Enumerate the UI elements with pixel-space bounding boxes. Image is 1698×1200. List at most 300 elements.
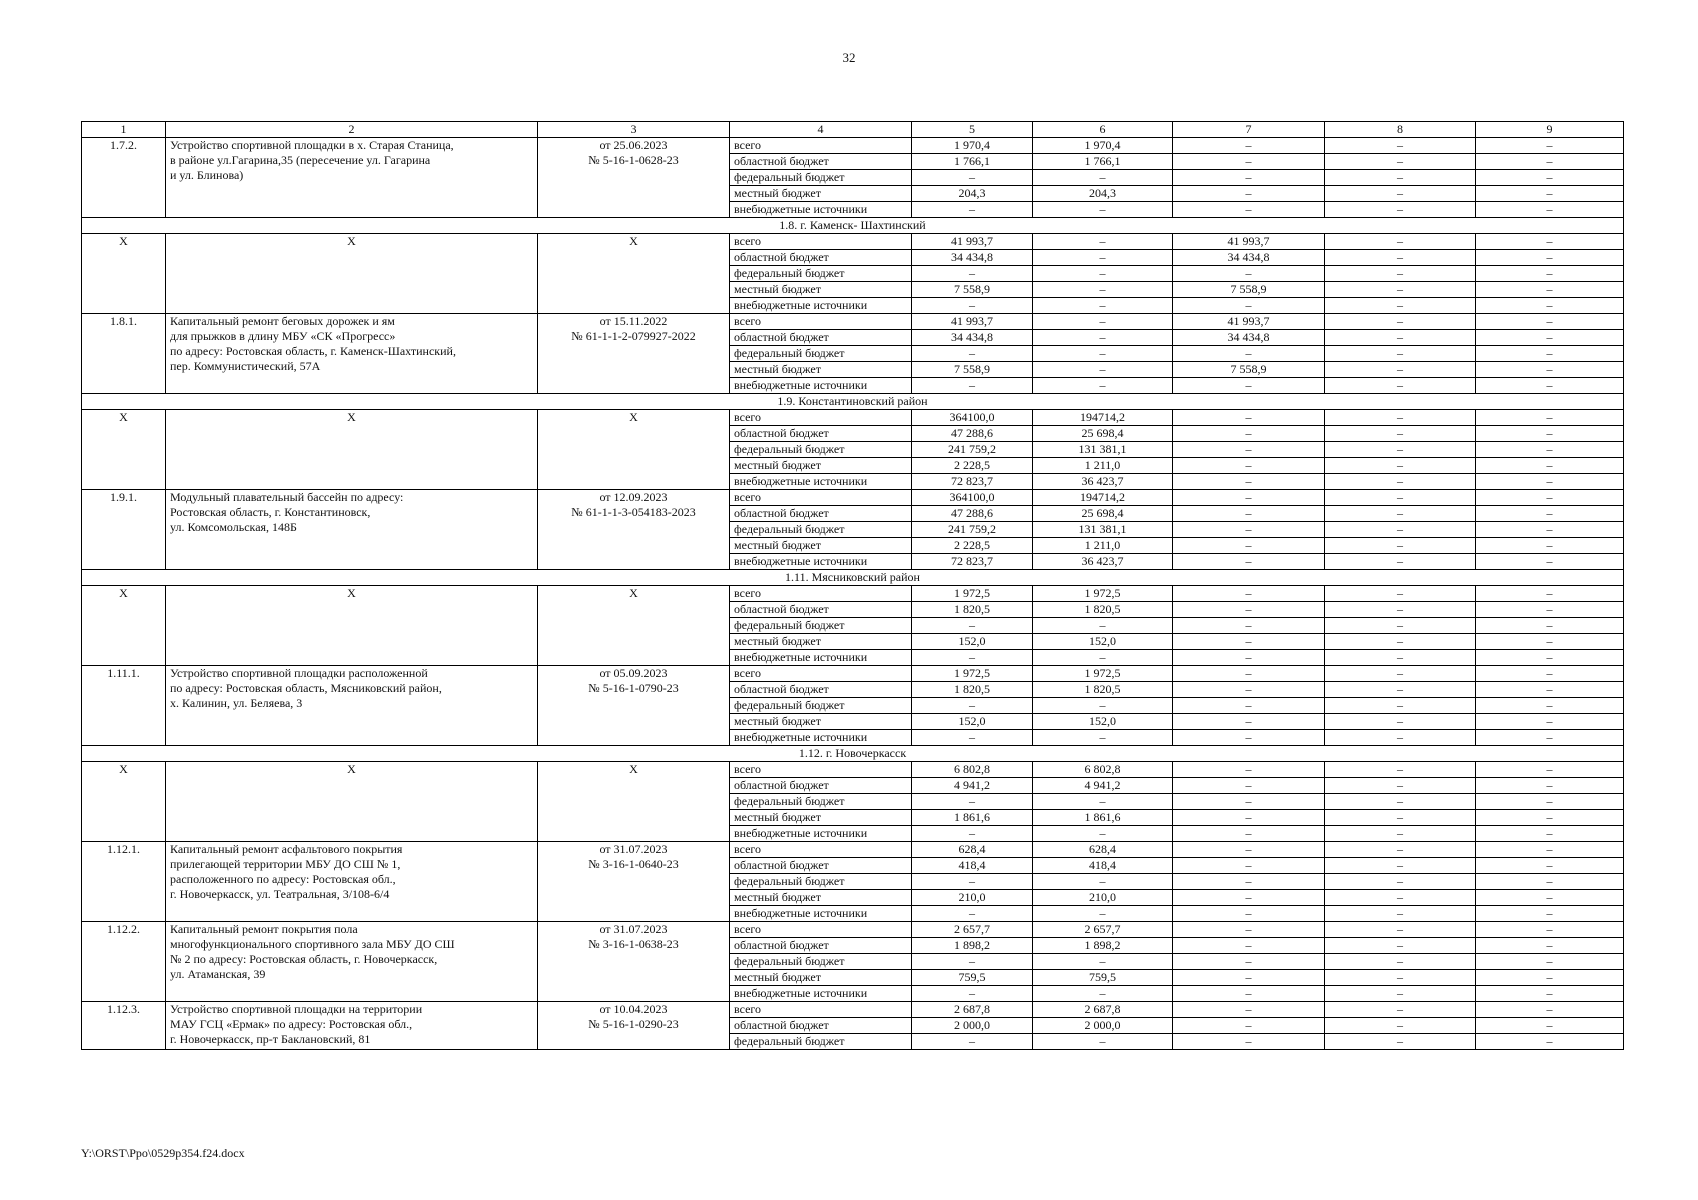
value-col-8: – [1325,762,1476,778]
funding-source: внебюджетные источники [730,986,912,1002]
value-col-8: – [1325,522,1476,538]
funding-source: всего [730,666,912,682]
value-col-6: 194714,2 [1033,490,1173,506]
budget-source-row [82,490,1624,506]
value-col-7: – [1173,794,1325,810]
budget-source-row [82,138,1624,154]
funding-source: местный бюджет [730,890,912,906]
value-col-8: – [1325,426,1476,442]
value-col-9: – [1476,538,1624,554]
value-col-9: – [1476,186,1624,202]
section-title: 1.11. Мясниковский район [82,570,1624,586]
value-col-6: – [1033,954,1173,970]
value-col-6: 131 381,1 [1033,522,1173,538]
funding-source: местный бюджет [730,714,912,730]
value-col-7: – [1173,874,1325,890]
section-header-row [82,570,1624,586]
funding-source: федеральный бюджет [730,874,912,890]
item-name-line: Устройство спортивной площадки на территории [170,1002,423,1016]
value-col-5: – [912,794,1033,810]
value-col-9: – [1476,426,1624,442]
item-name-line: ул. Атаманская, 39 [170,967,266,981]
value-col-7: 7 558,9 [1173,282,1325,298]
value-col-7: – [1173,986,1325,1002]
value-col-9: – [1476,730,1624,746]
funding-source: областной бюджет [730,682,912,698]
value-col-8: – [1325,666,1476,682]
value-col-9: – [1476,474,1624,490]
funding-source: внебюджетные источники [730,202,912,218]
column-header: 2 [166,122,538,138]
item-name [166,586,538,666]
item-document [538,314,730,394]
item-document-line: от 31.07.2023 [599,842,668,856]
funding-source: местный бюджет [730,810,912,826]
value-col-8: – [1325,298,1476,314]
value-col-7: 34 434,8 [1173,250,1325,266]
value-col-7: – [1173,842,1325,858]
value-col-6: 25 698,4 [1033,506,1173,522]
value-col-8: – [1325,202,1476,218]
value-col-9: – [1476,842,1624,858]
value-col-5: – [912,954,1033,970]
item-name-line: пер. Коммунистический, 57А [170,359,321,373]
item-name-line: Х [347,586,356,600]
value-col-8: – [1325,778,1476,794]
value-col-9: – [1476,458,1624,474]
value-col-7: – [1173,906,1325,922]
value-col-9: – [1476,634,1624,650]
value-col-7: – [1173,762,1325,778]
value-col-9: – [1476,362,1624,378]
value-col-5: 2 687,8 [912,1002,1033,1018]
funding-source: всего [730,138,912,154]
item-name [166,314,538,394]
value-col-5: 241 759,2 [912,442,1033,458]
column-header: 6 [1033,122,1173,138]
item-name-line: ул. Комсомольская, 148Б [170,520,297,534]
item-document [538,410,730,490]
item-number: 1.8.1. [82,314,166,394]
value-col-7: – [1173,426,1325,442]
value-col-6: 152,0 [1033,714,1173,730]
value-col-7: 34 434,8 [1173,330,1325,346]
value-col-8: – [1325,954,1476,970]
value-col-5: – [912,730,1033,746]
value-col-5: – [912,874,1033,890]
item-document-line: № 61-1-1-3-054183-2023 [571,505,696,519]
value-col-7: – [1173,1002,1325,1018]
value-col-7: – [1173,730,1325,746]
value-col-7: – [1173,410,1325,426]
budget-source-row [82,666,1624,682]
funding-source: местный бюджет [730,458,912,474]
value-col-7: – [1173,474,1325,490]
value-col-7: – [1173,698,1325,714]
funding-source: федеральный бюджет [730,346,912,362]
value-col-7: – [1173,298,1325,314]
value-col-9: – [1476,506,1624,522]
value-col-6: – [1033,202,1173,218]
value-col-5: 1 898,2 [912,938,1033,954]
value-col-6: – [1033,730,1173,746]
value-col-8: – [1325,474,1476,490]
value-col-7: – [1173,618,1325,634]
value-col-9: – [1476,442,1624,458]
item-number: 1.12.2. [82,922,166,1002]
value-col-6: 210,0 [1033,890,1173,906]
value-col-6: 36 423,7 [1033,474,1173,490]
item-name-line: МАУ ГСЦ «Ермак» по адресу: Ростовская обл., [170,1017,413,1031]
value-col-7: – [1173,602,1325,618]
value-col-8: – [1325,826,1476,842]
value-col-5: 41 993,7 [912,234,1033,250]
value-col-8: – [1325,602,1476,618]
value-col-9: – [1476,682,1624,698]
value-col-6: – [1033,282,1173,298]
value-col-7: – [1173,586,1325,602]
value-col-6: – [1033,298,1173,314]
value-col-5: 1 972,5 [912,586,1033,602]
value-col-6: 418,4 [1033,858,1173,874]
value-col-6: 2 657,7 [1033,922,1173,938]
value-col-6: – [1033,874,1173,890]
value-col-7: – [1173,522,1325,538]
value-col-9: – [1476,890,1624,906]
value-col-7: – [1173,458,1325,474]
value-col-5: 628,4 [912,842,1033,858]
value-col-6: 204,3 [1033,186,1173,202]
value-col-6: 628,4 [1033,842,1173,858]
budget-source-row [82,1002,1624,1018]
value-col-5: 2 228,5 [912,538,1033,554]
table-body [82,122,1624,1050]
funding-source: областной бюджет [730,778,912,794]
value-col-6: – [1033,618,1173,634]
value-col-8: – [1325,586,1476,602]
value-col-5: – [912,986,1033,1002]
value-col-5: – [912,1034,1033,1050]
column-header: 1 [82,122,166,138]
item-name-line: по адресу: Ростовская область, Мясниковский район, [170,681,442,695]
value-col-8: – [1325,554,1476,570]
funding-source: федеральный бюджет [730,522,912,538]
item-document [538,138,730,218]
item-document [538,234,730,314]
value-col-9: – [1476,906,1624,922]
value-col-5: – [912,650,1033,666]
value-col-8: – [1325,378,1476,394]
value-col-6: – [1033,906,1173,922]
item-name-line: для прыжков в длину МБУ «СК «Прогресс» [170,329,396,343]
value-col-7: – [1173,1034,1325,1050]
item-document [538,922,730,1002]
value-col-5: 2 000,0 [912,1018,1033,1034]
value-col-6: 1 898,2 [1033,938,1173,954]
value-col-8: – [1325,362,1476,378]
item-name [166,1002,538,1050]
value-col-9: – [1476,986,1624,1002]
budget-source-row [82,842,1624,858]
budget-source-row [82,922,1624,938]
value-col-9: – [1476,250,1624,266]
value-col-9: – [1476,202,1624,218]
funding-source: областной бюджет [730,154,912,170]
value-col-5: – [912,346,1033,362]
funding-source: областной бюджет [730,938,912,954]
value-col-6: – [1033,266,1173,282]
item-number: Х [82,234,166,314]
item-number: Х [82,586,166,666]
value-col-5: 47 288,6 [912,426,1033,442]
value-col-6: 2 687,8 [1033,1002,1173,1018]
funding-source: всего [730,842,912,858]
value-col-5: 364100,0 [912,490,1033,506]
value-col-9: – [1476,554,1624,570]
item-number: 1.12.1. [82,842,166,922]
item-document-line: от 31.07.2023 [599,922,668,936]
value-col-5: 1 861,6 [912,810,1033,826]
value-col-6: 36 423,7 [1033,554,1173,570]
value-col-5: 204,3 [912,186,1033,202]
value-col-9: – [1476,618,1624,634]
item-name [166,490,538,570]
funding-source: внебюджетные источники [730,826,912,842]
item-document-line: Х [629,234,638,248]
page-number: 32 [842,50,856,65]
value-col-5: – [912,906,1033,922]
value-col-6: – [1033,1034,1173,1050]
column-header: 7 [1173,122,1325,138]
value-col-7: – [1173,650,1325,666]
file-path-footer: Y:\ORST\Ppo\0529p354.f24.docx [81,1146,245,1160]
value-col-8: – [1325,154,1476,170]
item-name [166,410,538,490]
section-header-row [82,394,1624,410]
column-header: 5 [912,122,1033,138]
item-number: 1.11.1. [82,666,166,746]
item-name-line: Ростовская область, г. Константиновск, [170,505,371,519]
funding-source: местный бюджет [730,538,912,554]
value-col-8: – [1325,266,1476,282]
value-col-6: 1 820,5 [1033,682,1173,698]
value-col-9: – [1476,346,1624,362]
value-col-8: – [1325,986,1476,1002]
value-col-6: – [1033,826,1173,842]
value-col-5: 34 434,8 [912,330,1033,346]
value-col-5: – [912,378,1033,394]
value-col-7: – [1173,202,1325,218]
value-col-6: 2 000,0 [1033,1018,1173,1034]
funding-source: всего [730,586,912,602]
section-title: 1.9. Константиновский район [82,394,1624,410]
item-name-line: Х [347,234,356,248]
value-col-8: – [1325,538,1476,554]
value-col-8: – [1325,890,1476,906]
value-col-8: – [1325,458,1476,474]
value-col-9: – [1476,874,1624,890]
item-number: Х [82,762,166,842]
item-name-line: по адресу: Ростовская область, г. Каменск-Шахтинский, [170,344,456,358]
value-col-8: – [1325,730,1476,746]
funding-source: внебюджетные источники [730,730,912,746]
value-col-9: – [1476,314,1624,330]
value-col-6: 1 211,0 [1033,458,1173,474]
value-col-8: – [1325,794,1476,810]
value-col-9: – [1476,794,1624,810]
value-col-7: – [1173,170,1325,186]
value-col-8: – [1325,490,1476,506]
funding-source: всего [730,762,912,778]
item-document [538,490,730,570]
value-col-6: – [1033,698,1173,714]
funding-source: внебюджетные источники [730,378,912,394]
budget-source-row [82,234,1624,250]
value-col-8: – [1325,714,1476,730]
value-col-9: – [1476,138,1624,154]
value-col-5: 152,0 [912,714,1033,730]
value-col-8: – [1325,282,1476,298]
item-name [166,234,538,314]
value-col-8: – [1325,922,1476,938]
funding-source: областной бюджет [730,602,912,618]
section-title: 1.8. г. Каменск- Шахтинский [82,218,1624,234]
funding-source: внебюджетные источники [730,474,912,490]
value-col-9: – [1476,282,1624,298]
value-col-8: – [1325,506,1476,522]
column-header: 8 [1325,122,1476,138]
value-col-9: – [1476,826,1624,842]
value-col-5: 2 228,5 [912,458,1033,474]
item-name-line: № 2 по адресу: Ростовская область, г. Новочеркасск, [170,952,438,966]
value-col-6: – [1033,346,1173,362]
item-document-line: от 05.09.2023 [599,666,668,680]
funding-source: местный бюджет [730,362,912,378]
item-document-line: № 3-16-1-0638-23 [588,937,679,951]
value-col-7: – [1173,1018,1325,1034]
budget-table-container [81,121,1623,1050]
item-name [166,138,538,218]
value-col-8: – [1325,234,1476,250]
value-col-8: – [1325,138,1476,154]
value-col-7: – [1173,490,1325,506]
value-col-8: – [1325,682,1476,698]
value-col-9: – [1476,698,1624,714]
value-col-6: 759,5 [1033,970,1173,986]
value-col-7: – [1173,154,1325,170]
item-name-line: Х [347,762,356,776]
item-document-line: № 3-16-1-0640-23 [588,857,679,871]
value-col-7: – [1173,954,1325,970]
value-col-8: – [1325,858,1476,874]
item-document [538,842,730,922]
funding-source: федеральный бюджет [730,1034,912,1050]
value-col-6: – [1033,650,1173,666]
item-name [166,922,538,1002]
value-col-7: – [1173,938,1325,954]
item-name-line: г. Новочеркасск, ул. Театральная, 3/108-6/4 [170,887,390,901]
value-col-5: 418,4 [912,858,1033,874]
value-col-6: 25 698,4 [1033,426,1173,442]
value-col-6: 1 861,6 [1033,810,1173,826]
value-col-6: – [1033,250,1173,266]
item-name [166,762,538,842]
item-name-line: Капитальный ремонт беговых дорожек и ям [170,314,395,328]
funding-source: местный бюджет [730,634,912,650]
value-col-8: – [1325,170,1476,186]
value-col-5: 7 558,9 [912,362,1033,378]
value-col-9: – [1476,858,1624,874]
value-col-8: – [1325,410,1476,426]
value-col-5: – [912,266,1033,282]
item-name-line: Капитальный ремонт покрытия пола [170,922,358,936]
value-col-8: – [1325,810,1476,826]
value-col-9: – [1476,170,1624,186]
item-document-line: от 12.09.2023 [599,490,668,504]
budget-source-row [82,586,1624,602]
item-document-line: № 5-16-1-0628-23 [588,153,679,167]
funding-source: всего [730,314,912,330]
value-col-9: – [1476,234,1624,250]
funding-source: всего [730,1002,912,1018]
funding-source: федеральный бюджет [730,698,912,714]
item-name-line: расположенного по адресу: Ростовская обл., [170,872,396,886]
value-col-8: – [1325,650,1476,666]
value-col-8: – [1325,698,1476,714]
value-col-7: – [1173,538,1325,554]
item-number: 1.9.1. [82,490,166,570]
value-col-8: – [1325,938,1476,954]
value-col-7: – [1173,138,1325,154]
value-col-6: – [1033,170,1173,186]
funding-source: местный бюджет [730,970,912,986]
item-name-line: Модульный плавательный бассейн по адресу: [170,490,404,504]
item-name-line: Устройство спортивной площадки расположенной [170,666,428,680]
value-col-9: – [1476,1034,1624,1050]
value-col-8: – [1325,1018,1476,1034]
column-header: 9 [1476,122,1624,138]
funding-source: местный бюджет [730,282,912,298]
value-col-9: – [1476,1002,1624,1018]
funding-source: областной бюджет [730,858,912,874]
item-name-line: г. Новочеркасск, пр-т Баклановский, 81 [170,1032,371,1046]
value-col-8: – [1325,330,1476,346]
funding-source: федеральный бюджет [730,170,912,186]
value-col-9: – [1476,154,1624,170]
value-col-7: – [1173,442,1325,458]
value-col-7: – [1173,666,1325,682]
item-document [538,762,730,842]
value-col-5: 4 941,2 [912,778,1033,794]
value-col-9: – [1476,266,1624,282]
value-col-9: – [1476,378,1624,394]
value-col-9: – [1476,778,1624,794]
value-col-7: – [1173,506,1325,522]
value-col-7: – [1173,826,1325,842]
value-col-8: – [1325,346,1476,362]
value-col-6: 1 211,0 [1033,538,1173,554]
value-col-5: 210,0 [912,890,1033,906]
funding-source: внебюджетные источники [730,554,912,570]
budget-source-row [82,314,1624,330]
value-col-9: – [1476,650,1624,666]
value-col-5: – [912,170,1033,186]
value-col-8: – [1325,618,1476,634]
column-header-row [82,122,1624,138]
value-col-9: – [1476,602,1624,618]
funding-source: местный бюджет [730,186,912,202]
value-col-6: 131 381,1 [1033,442,1173,458]
